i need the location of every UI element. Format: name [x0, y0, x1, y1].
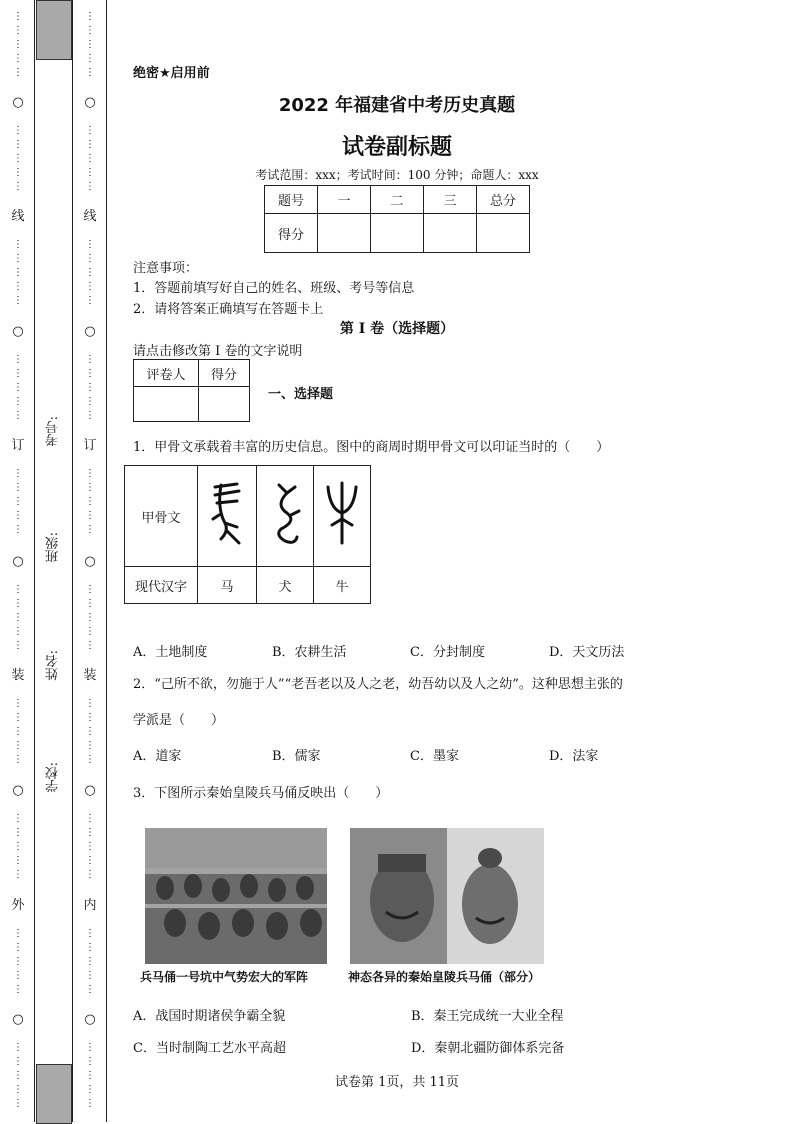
modern-char: 犬 [257, 567, 314, 604]
score-header-cell: 一 [318, 186, 371, 214]
oracle-row-label: 甲骨文 [125, 466, 198, 567]
modern-char: 牛 [314, 567, 371, 604]
inner-mark: 订 [83, 438, 97, 453]
oracle-horse-glyph [198, 466, 257, 567]
page-footer: 试卷第 1页，共 11页 [334, 1075, 460, 1090]
q1-option-b[interactable]: B．农耕生活 [272, 645, 347, 660]
terracotta-army-photo [145, 828, 327, 964]
inner-mark: ○ [84, 324, 96, 339]
score-blank-cell[interactable] [318, 214, 371, 253]
grader-header: 评卷人 [134, 360, 199, 387]
section-heading: 一、选择题 [268, 387, 334, 402]
q1-option-d[interactable]: D．天文历法 [549, 645, 625, 660]
outer-mark: ○ [12, 783, 24, 798]
question-2-stem-cont: 学派是（ ） [133, 713, 225, 728]
inner-mark: ○ [84, 1012, 96, 1027]
grader-blank-cell[interactable] [199, 387, 250, 422]
part-instruction: 请点击修改第 I 卷的文字说明 [133, 344, 303, 359]
score-header-cell: 三 [424, 186, 477, 214]
inner-mark: ○ [84, 554, 96, 569]
page-title: 2022 年福建省中考历史真题 [278, 95, 516, 116]
part-title: 第 I 卷（选择题） [339, 321, 455, 337]
notes-heading: 注意事项： [133, 261, 199, 276]
outer-mark: 外 [11, 898, 25, 913]
oracle-dog-icon [265, 479, 305, 549]
score-blank-cell[interactable] [371, 214, 424, 253]
inner-mark: ○ [84, 95, 96, 110]
photo-caption-faces: 神态各异的秦始皇陵兵马俑（部分） [348, 970, 541, 984]
oracle-dog-glyph [257, 466, 314, 567]
q3-option-a[interactable]: A．战国时期诸侯争霸全貌 [133, 1009, 286, 1024]
oracle-bone-table [124, 465, 371, 604]
outer-mark: 订 [11, 438, 25, 453]
outer-mark: ○ [12, 554, 24, 569]
notes-item: 2．请将答案正确填写在答题卡上 [133, 302, 324, 317]
inner-mark: 装 [83, 668, 97, 683]
question-3-stem: 3．下图所示秦始皇陵兵马俑反映出（ ） [133, 786, 389, 801]
outer-seal-line: ⋮ ⋮ ⋮ ⋮ ⋮ ○ ⋮ ⋮ ⋮ ⋮ ⋮ 线 ⋮ ⋮ ⋮ ⋮ ⋮ ○ ⋮ ⋮ ⋮ ⋮ ⋮ 订 ⋮ ⋮ ⋮ ⋮ ⋮ ○ ⋮ ⋮ ⋮ ⋮ ⋮ 装 ⋮ ⋮ ⋮ ⋮ ⋮ ○ ⋮ ⋮ ⋮ ⋮ ⋮ 外 ⋮ ⋮ ⋮ ⋮ ⋮ ○ ⋮ ⋮ ⋮ ⋮ ⋮ [11, 11, 25, 1109]
q3-option-d[interactable]: D．秦朝北疆防御体系完备 [411, 1041, 565, 1056]
oracle-horse-icon [207, 479, 247, 549]
score-header-cell: 总分 [477, 186, 530, 214]
class-label: 班级: [46, 532, 61, 563]
score-blank-cell[interactable] [424, 214, 477, 253]
inner-mark: 线 [83, 209, 97, 224]
outer-mark: ○ [12, 95, 24, 110]
oracle-ox-glyph [314, 466, 371, 567]
q1-option-c[interactable]: C．分封制度 [410, 645, 485, 660]
margin-gray-band-top [36, 0, 72, 60]
outer-mark: ○ [12, 1012, 24, 1027]
q2-option-c[interactable]: C．墨家 [410, 749, 459, 764]
terracotta-faces-photo [350, 828, 544, 964]
exam-info: 考试范围：xxx；考试时间：100 分钟；命题人：xxx [255, 168, 539, 182]
page-subtitle: 试卷副标题 [341, 135, 452, 160]
q1-option-a[interactable]: A．土地制度 [133, 645, 208, 660]
q3-option-c[interactable]: C．当时制陶工艺水平高超 [133, 1041, 286, 1056]
score-row-label: 得分 [265, 214, 318, 253]
notes-item: 1．答题前填写好自己的姓名、班级、考号等信息 [133, 281, 415, 296]
inner-mark: ○ [84, 783, 96, 798]
question-1-stem: 1．甲骨文承载着丰富的历史信息。图中的商周时期甲骨文可以印证当时的（ ） [133, 440, 610, 455]
school-label: 学校: [46, 762, 61, 793]
outer-mark: 线 [11, 209, 25, 224]
inner-seal-line: ⋮ ⋮ ⋮ ⋮ ⋮ ○ ⋮ ⋮ ⋮ ⋮ ⋮ 线 ⋮ ⋮ ⋮ ⋮ ⋮ ○ ⋮ ⋮ ⋮ ⋮ ⋮ 订 ⋮ ⋮ ⋮ ⋮ ⋮ ○ ⋮ ⋮ ⋮ ⋮ ⋮ 装 ⋮ ⋮ ⋮ ⋮ ⋮ ○ ⋮ ⋮ ⋮ ⋮ ⋮ 内 ⋮ ⋮ ⋮ ⋮ ⋮ ○ ⋮ ⋮ ⋮ ⋮ ⋮ [83, 11, 97, 1109]
modern-char: 马 [198, 567, 257, 604]
secret-mark: 绝密★启用前 [133, 66, 210, 81]
q2-option-d[interactable]: D．法家 [549, 749, 599, 764]
score-header-cell: 题号 [265, 186, 318, 214]
score-table [264, 185, 530, 253]
q2-option-a[interactable]: A．道家 [133, 749, 182, 764]
score-header-cell: 二 [371, 186, 424, 214]
oracle-row-label: 现代汉字 [125, 567, 198, 604]
grader-header: 得分 [199, 360, 250, 387]
grader-table [133, 359, 250, 422]
photo-caption-army: 兵马俑一号坑中气势宏大的军阵 [140, 970, 309, 984]
oracle-ox-icon [322, 479, 362, 549]
inner-mark: 内 [83, 898, 97, 913]
q2-option-b[interactable]: B．儒家 [272, 749, 321, 764]
q3-option-b[interactable]: B．秦王完成统一大业全程 [411, 1009, 564, 1024]
grader-blank-cell[interactable] [134, 387, 199, 422]
name-label: 姓名: [46, 650, 61, 681]
exam-no-label: 考号: [46, 416, 61, 447]
outer-mark: 装 [11, 668, 25, 683]
score-blank-cell[interactable] [477, 214, 530, 253]
outer-mark: ○ [12, 324, 24, 339]
question-2-stem: 2．“己所不欲，勿施于人”“老吾老以及人之老，幼吾幼以及人之幼”。这种思想主张的 [133, 677, 623, 692]
